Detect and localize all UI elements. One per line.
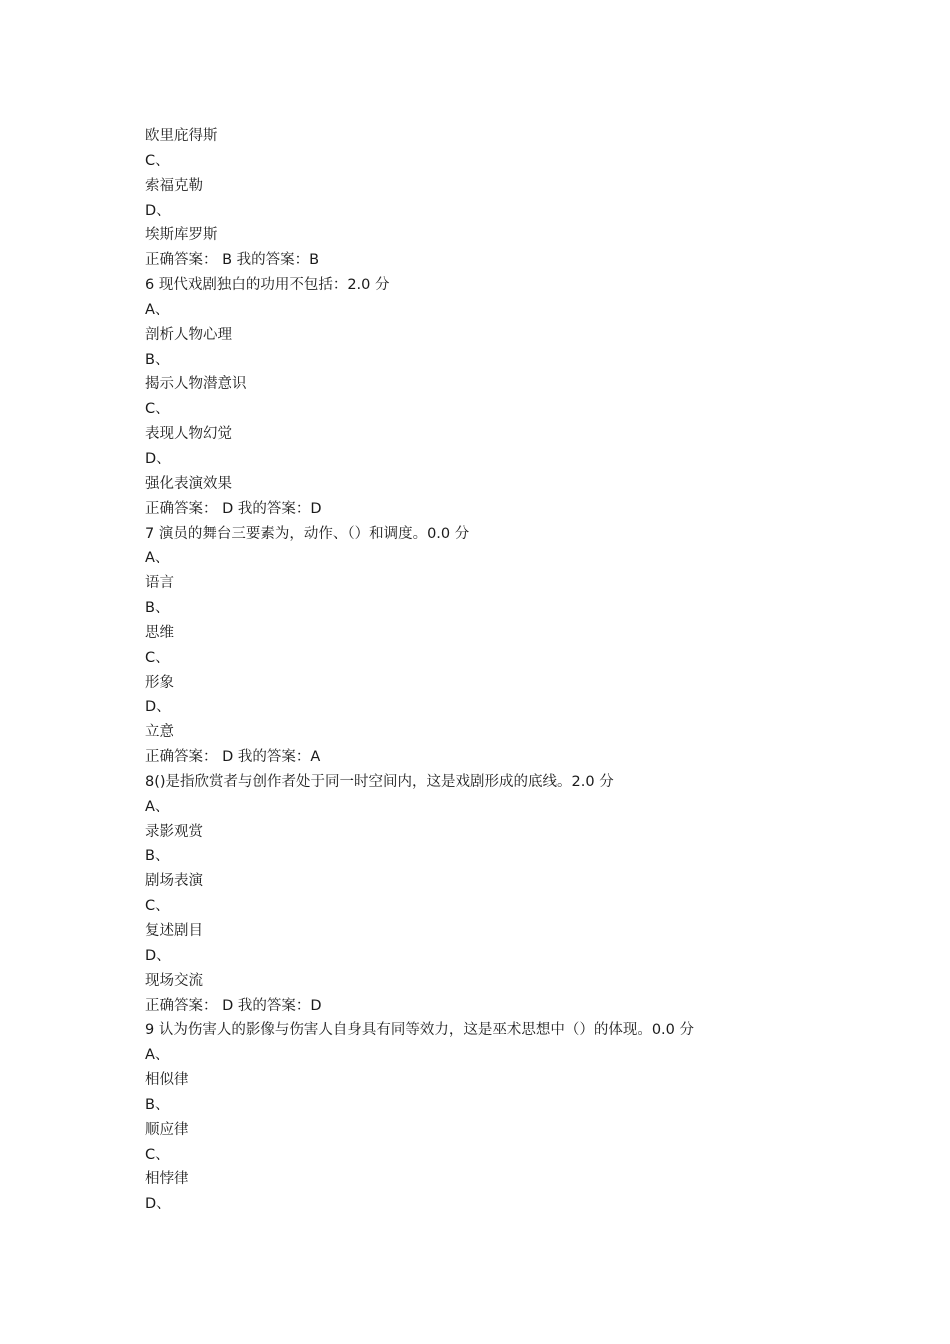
- answer-line: 正确答案： D 我的答案：D: [145, 997, 322, 1014]
- answer-line: 正确答案： B 我的答案：B: [145, 252, 320, 269]
- option-text: 顺应律: [145, 1121, 189, 1138]
- option-text: 剖析人物心理: [145, 326, 232, 343]
- option-text: 表现人物幻觉: [145, 426, 232, 443]
- option-text: 埃斯库罗斯: [145, 227, 218, 244]
- option-letter: B、: [145, 848, 170, 865]
- option-text: 录影观赏: [145, 823, 203, 840]
- option-text: 剧场表演: [145, 873, 203, 890]
- option-letter: D、: [145, 450, 171, 467]
- option-text: 相悖律: [145, 1171, 189, 1188]
- option-text: 强化表演效果: [145, 475, 232, 492]
- question-7: 7 演员的舞台三要素为，动作、（）和调度。0.0 分: [145, 525, 470, 542]
- option-letter: C、: [145, 1146, 170, 1163]
- question-8: 8()是指欣赏者与创作者处于同一时空间内，这是戏剧形成的底线。2.0 分: [145, 773, 614, 790]
- option-letter: B、: [145, 1096, 170, 1113]
- option-text: 立意: [145, 724, 174, 741]
- option-letter: D、: [145, 1196, 171, 1213]
- question-6: 6 现代戏剧独白的功用不包括：2.0 分: [145, 277, 390, 294]
- option-letter: A、: [145, 1047, 170, 1064]
- option-text: 欧里庇得斯: [145, 128, 218, 144]
- option-text: 语言: [145, 575, 174, 592]
- option-text: 形象: [145, 674, 174, 691]
- option-text: 复述剧目: [145, 923, 203, 939]
- option-letter: C、: [145, 401, 170, 418]
- option-letter: A、: [145, 301, 170, 318]
- option-text: 相似律: [145, 1072, 189, 1089]
- option-letter: D、: [145, 202, 171, 219]
- option-letter: B、: [145, 351, 170, 368]
- option-text: 现场交流: [145, 972, 203, 989]
- option-letter: C、: [145, 649, 170, 666]
- answer-line: 正确答案： D 我的答案：D: [145, 500, 322, 517]
- answer-line: 正确答案： D 我的答案：A: [145, 749, 321, 766]
- option-letter: D、: [145, 947, 171, 964]
- quiz-text-block: [145, 124, 905, 1217]
- question-9: 9 认为伤害人的影像与伤害人自身具有同等效力，这是巫术思想中（）的体现。0.0 分: [145, 1022, 695, 1039]
- option-letter: A、: [145, 798, 170, 815]
- option-letter: C、: [145, 898, 170, 915]
- option-letter: B、: [145, 600, 170, 617]
- option-text: 索福克勒: [145, 177, 203, 194]
- option-letter: A、: [145, 550, 170, 567]
- option-text: 揭示人物潜意识: [145, 376, 247, 393]
- option-text: 思维: [145, 624, 174, 641]
- option-letter: C、: [145, 152, 170, 169]
- option-letter: D、: [145, 699, 171, 716]
